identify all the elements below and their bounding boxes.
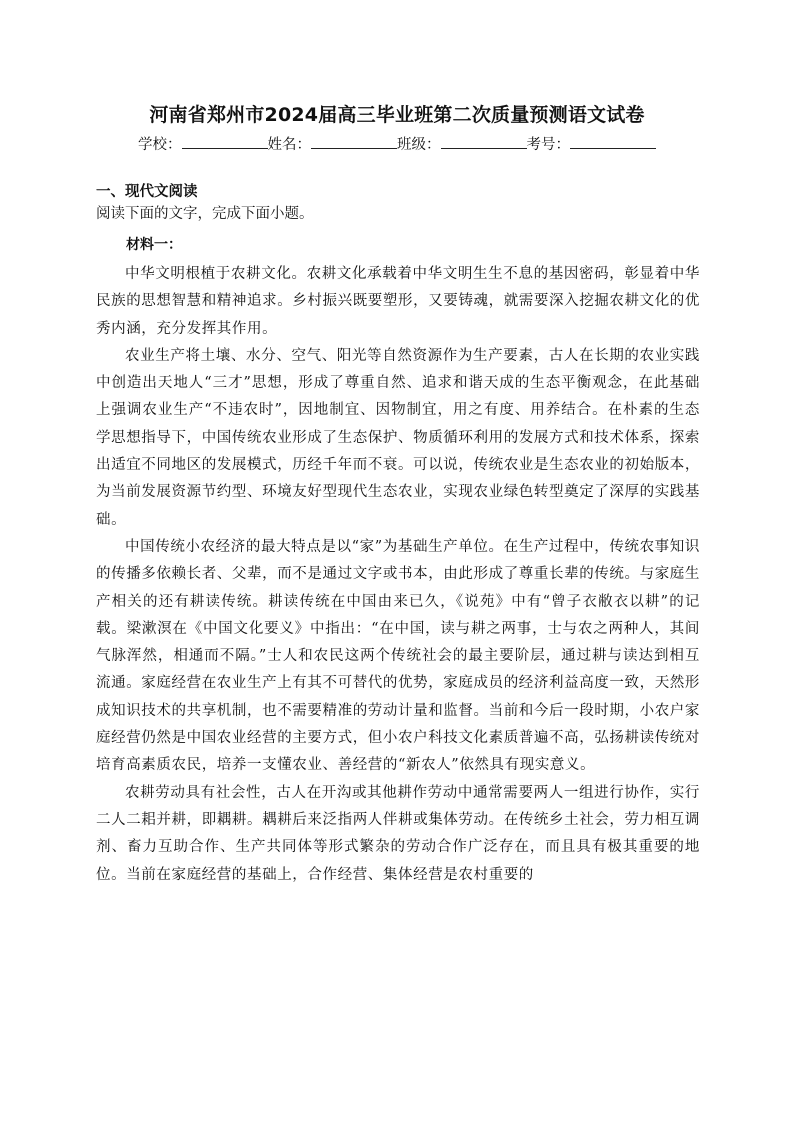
name-field xyxy=(268,134,398,156)
passage-paragraph-4: 农耕劳动具有社会性，古人在开沟或其他耕作劳动中通常需要两人一组进行协作，实行二人二耜并耕，即耦耕。耦耕后来泛指两人伴耕或集体劳动。在传统乡土社会，劳力相互调剂、畜力互助合作、生产共同体等形式繁杂的劳动合作广泛存在，而且具有极其重要的地位。当前在家庭经营的基础上，合作经营、集体经营是农村重要的 xyxy=(96,784,700,883)
reading-passage xyxy=(96,261,700,889)
passage-paragraph-3: 中国传统小农经济的最大特点是以“家”为基础生产单位。在生产过程中，传统农事知识的传播多依赖长者、父辈，而不是通过文字或书本，由此形成了尊重长辈的传统。与家庭生产相关的还有耕读传统。耕读传统在中国由来已久，《说苑》中有“曾子衣敝衣以耕”的记载。梁漱溟在《中国文化要义》中指出：“在中国，读与耕之两事，士与农之两种人，其间气脉浑然，相通而不隔。”士人和农民这两个传统社会的最主要阶层，通过耕与读达到相互流通。家庭经营在农业生产上有其不可替代的优势，家庭成员的经济利益高度一致，天然形成知识技术的共享机制，也不需要精准的劳动计量和监督。当前和今后一段时期，小农户家庭经营仍然是中国农业经营的主要方式，但小农户科技文化素质普遍不高，弘扬耕读传统对培育高素质农民，培养一支懂农业、善经营的“新农人”依然具有现实意义。 xyxy=(96,538,700,774)
class-blank[interactable] xyxy=(441,134,527,149)
document-title: 河南省郑州市2024届高三毕业班第二次质量预测语文试卷 xyxy=(149,104,645,126)
class-field xyxy=(397,134,527,156)
passage-paragraph-1: 中华文明根植于农耕文化。农耕文化承载着中华文明生生不息的基因密码，彰显着中华民族的思想智慧和精神追求。乡村振兴既要塑形，又要铸魂，就需要深入挖掘农耕文化的优秀内涵，充分发挥其作用。 xyxy=(96,266,700,337)
passage-paragraph-2: 农业生产将土壤、水分、空气、阳光等自然资源作为生产要素，古人在长期的农业实践中创造出天地人“三才”思想，形成了尊重自然、追求和谐天成的生态平衡观念，在此基础上强调农业生产“不违农时”，因地制宜、因物制宜，用之有度、用养结合。在朴素的生态学思想指导下，中国传统农业形成了生态保护、物质循环利用的发展方式和技术体系，探索出适宜不同地区的发展模式，历经千年而不衰。可以说，传统农业是生态农业的初始版本，为当前发展资源节约型、环境友好型现代生态农业，实现农业绿色转型奠定了深厚的实践基础。 xyxy=(96,347,700,528)
student-info-fields xyxy=(0,134,794,156)
school-field xyxy=(138,134,268,156)
school-blank[interactable] xyxy=(182,134,268,149)
exam-number-blank[interactable] xyxy=(570,134,656,149)
name-blank[interactable] xyxy=(311,134,397,149)
name-label: 姓名： xyxy=(267,137,311,153)
section-instruction: 阅读下面的文字，完成下面小题。 xyxy=(96,206,314,222)
material-label: 材料一： xyxy=(126,237,182,253)
exam-number-label: 考号： xyxy=(526,137,570,153)
exam-number-field xyxy=(527,134,657,156)
section-heading: 一、现代文阅读 xyxy=(96,184,198,200)
class-label: 班级： xyxy=(397,137,441,153)
school-label: 学校： xyxy=(138,137,182,153)
